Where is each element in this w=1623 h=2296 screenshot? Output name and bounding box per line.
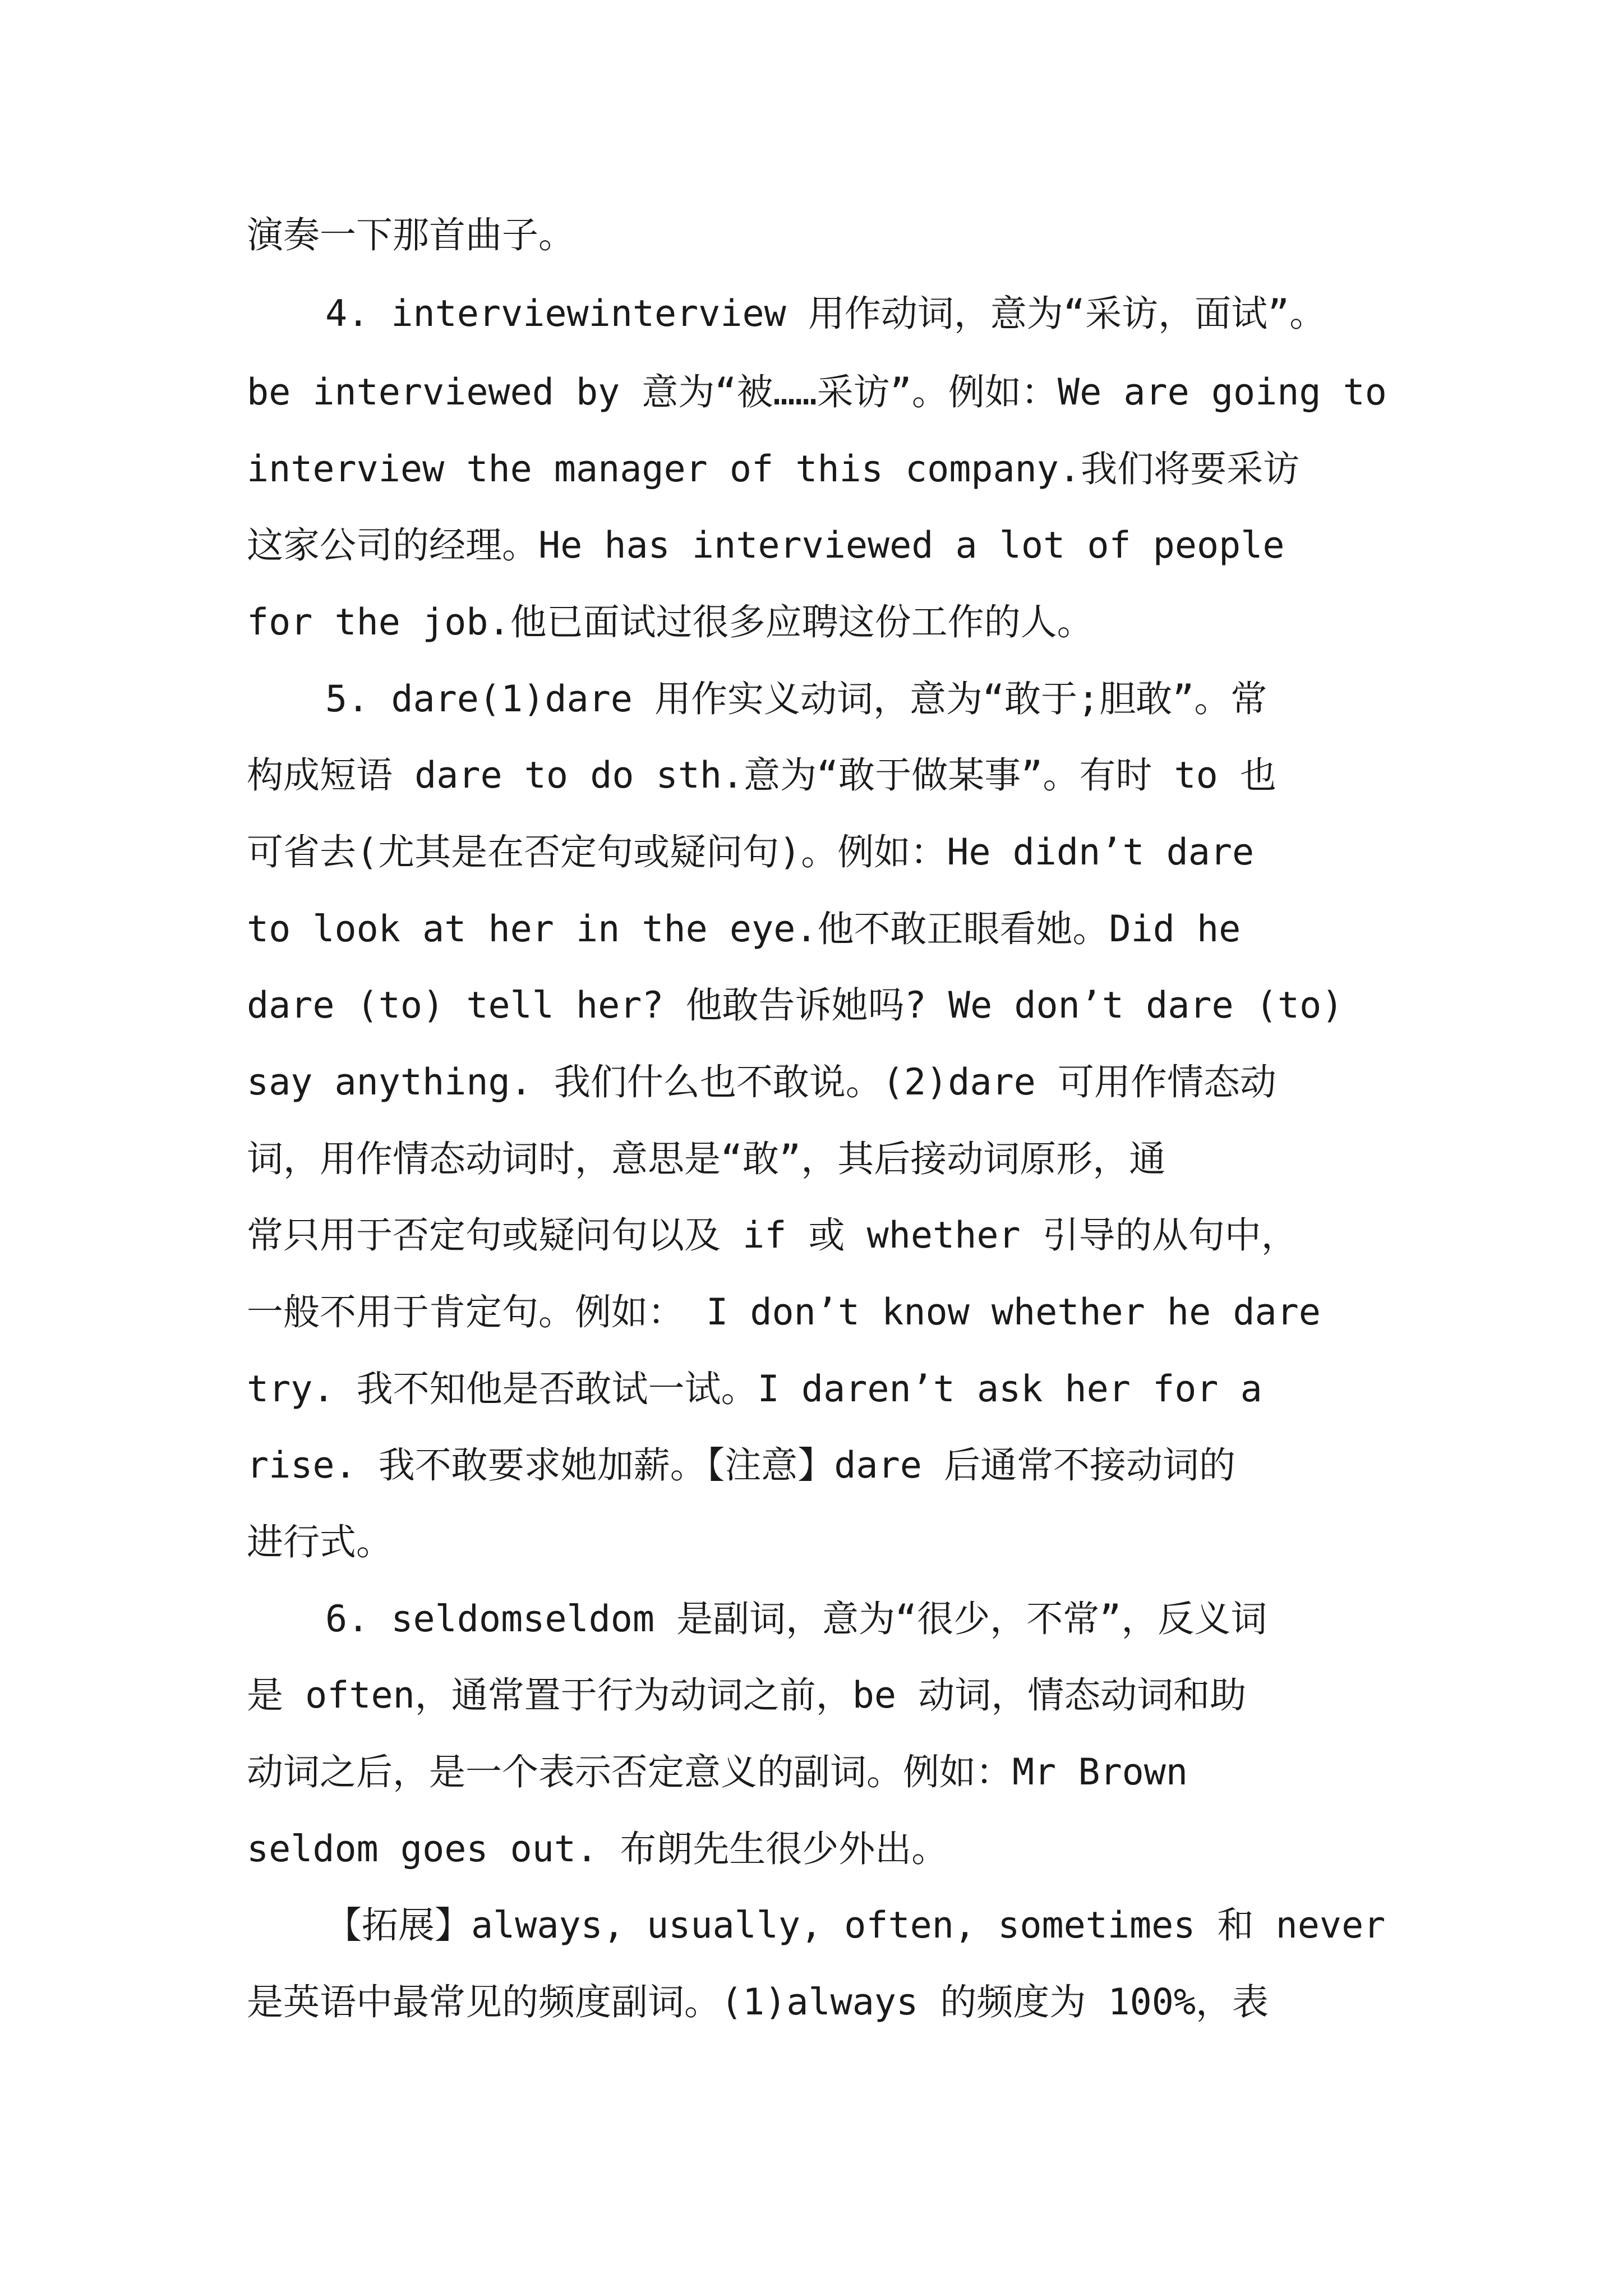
text-line: 一般不用于肯定句。例如： I don’t know whether he dare	[247, 1291, 1321, 1333]
text-line: 是英语中最常见的频度副词。(1)always 的频度为 100%，表	[247, 1981, 1269, 2023]
text-line: rise. 我不敢要求她加薪。【注意】dare 后通常不接动词的	[247, 1444, 1235, 1487]
text-line: to look at her in the eye.他不敢正眼看她。Did he	[247, 908, 1241, 950]
text-line: 6. seldomseldom 是副词，意为“很少，不常”，反义词	[325, 1598, 1267, 1640]
text-line: say anything. 我们什么也不敢说。(2)dare 可用作情态动	[247, 1061, 1276, 1103]
text-line: 这家公司的经理。He has interviewed a lot of people	[247, 524, 1285, 567]
text-line: 是 often，通常置于行为动词之前，be 动词，情态动词和助	[247, 1674, 1247, 1717]
text-line: 4. interviewinterview 用作动词，意为“采访，面试”。	[325, 293, 1326, 335]
text-line: 常只用于否定句或疑问句以及 if 或 whether 引导的从句中，	[247, 1214, 1298, 1257]
text-line: 【拓展】always, usually, often, sometimes 和 never	[325, 1904, 1386, 1947]
text-line: seldom goes out. 布朗先生很少外出。	[247, 1828, 948, 1870]
text-line: 构成短语 dare to do sth.意为“敢于做某事”。有时 to 也	[247, 754, 1276, 797]
text-line: 5. dare(1)dare 用作实义动词，意为“敢于;胆敢”。常	[325, 678, 1267, 720]
text-line: try. 我不知他是否敢试一试。I daren’t ask her for a	[247, 1368, 1262, 1410]
text-line: be interviewed by 意为“被……采访”。例如：We are going to	[247, 371, 1387, 413]
text-line: 可省去(尤其是在否定句或疑问句)。例如：He didn’t dare	[247, 831, 1255, 873]
text-line: 词，用作情态动词时，意思是“敢”，其后接动词原形，通	[247, 1138, 1166, 1180]
text-line: 进行式。	[247, 1521, 393, 1563]
text-line: 演奏一下那首曲子。	[247, 214, 575, 256]
text-line: 动词之后，是一个表示否定意义的副词。例如：Mr Brown	[247, 1751, 1188, 1793]
text-line: for the job.他已面试过很多应聘这份工作的人。	[247, 601, 1094, 643]
text-line: interview the manager of this company.我们将要采访	[247, 448, 1300, 490]
text-line: dare (to) tell her? 他敢告诉她吗? We don’t dare (to)	[247, 984, 1344, 1027]
